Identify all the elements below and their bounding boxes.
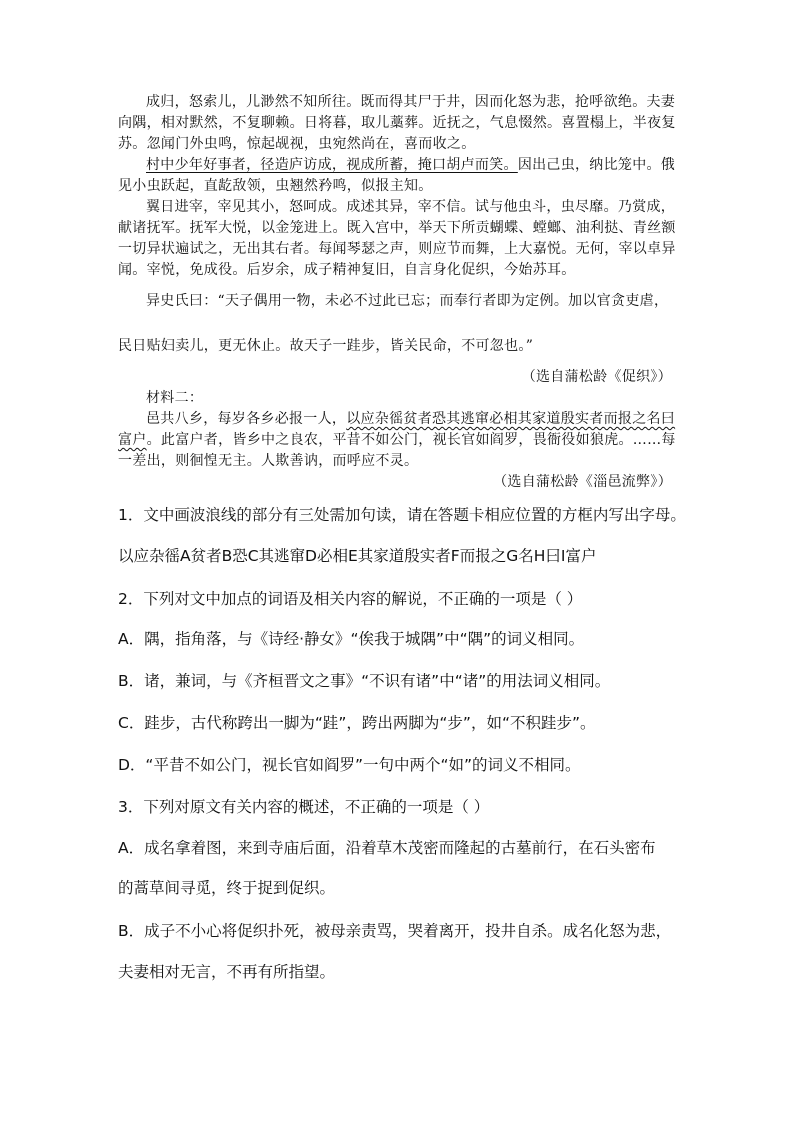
source-citation-1-wrap [118, 367, 680, 388]
passage-material-one [118, 92, 680, 281]
material-two-lead: 邑共八乡，每岁各乡必报一人， [146, 411, 347, 427]
question-2-option-a: A．隅，指角落，与《诗经·静女》“俟我于城隅”中“隅”的词义相同。 [118, 630, 585, 648]
question-3-option-a-line-2: 的蒿草间寻觅，终于捉到促织。 [118, 879, 336, 897]
passage-paragraph-2-rest: 因出己虫，纳比笼中。俄见小虫跃起，直龁敌领，虫翘然矜鸣，似报主知。 [118, 157, 676, 194]
question-2: 2．下列对文中加点的词语及相关内容的解说，不正确的一项是（ ） [118, 590, 583, 608]
wavy-underlined-text: 以应杂徭贫者恐其逃窜必相其家道殷实者而报之名曰富户 [118, 411, 676, 448]
passage-material-two [118, 388, 680, 493]
passage-paragraph-3: 翼日进宰，宰见其小，怒呵成。成述其异，宰不信。试与他虫斗，虫尽靡。乃赏成，献诸抚军。抚军大悦，以金笼进上。既入宫中，举天下所贡蝴蝶、螳螂、油利挞、青丝额一切异状遍试之，无出其右者。每闻琴瑟之声，则应节而舞，上大嘉悦。无何，宰以卓异闻。宰悦，免成役。后岁余，成子精神复旧，自言身化促织，今始苏耳。 [118, 199, 676, 278]
question-2-option-d: D．“平昔不如公门，视长官如阎罗”一句中两个“如”的词义不相同。 [118, 756, 581, 774]
question-2-option-b: B．诸，兼词，与《齐桓晋文之事》“不识有诸”中“诸”的用法词义相同。 [118, 672, 611, 690]
commentary-line-1: 异史氏曰：“天子偶用一物，未必不过此已忘；而奉行者即为定例。加以官贪吏虐， [146, 293, 669, 309]
question-3-option-b-line-2: 夫妻相对无言，不再有所指望。 [118, 963, 336, 981]
question-1: 1．文中画波浪线的部分有三处需加句读，请在答题卡相应位置的方框内写出字母。 [118, 506, 686, 524]
question-3-option-a-line-1: A．成名拿着图，来到寺庙后面，沿着草木茂密而隆起的古墓前行，在石头密布 [118, 839, 656, 857]
underlined-sentence: 村中少年好事者，径造庐访成，视成所蓄，掩口胡卢而笑。 [146, 157, 518, 173]
material-two-rest: 。此富户者，皆乡中之良农，平昔不如公门，视长官如阎罗，畏衙役如狼虎。……每一差出，则徊惶无主。人欺善讷，而呼应不灵。 [118, 432, 676, 469]
source-citation-1: （选自蒲松龄《促织》） [521, 369, 672, 385]
material-two-paragraph [118, 409, 680, 472]
question-1-letters: 以应杂徭A贫者B恐C其逃窜D必相E其家道殷实者F而报之G名H曰I富户 [118, 547, 597, 565]
question-2-option-c: C．跬步，古代称跨出一脚为“跬”，跨出两脚为“步”，如“不积跬步”。 [118, 714, 596, 732]
source-citation-2: （选自蒲松龄《淄邑流弊》） [493, 474, 672, 490]
material-two-label: 材料二： [146, 390, 204, 406]
question-3: 3．下列对原文有关内容的概述，不正确的一项是（ ） [118, 798, 490, 816]
passage-paragraph-2 [118, 155, 680, 197]
passage-commentary [118, 291, 680, 312]
passage-paragraph-1: 成归，怒索儿，儿渺然不知所往。既而得其尸于井，因而化怒为悲，抢呼欲绝。夫妻向隅，相对默然，不复聊赖。日将暮，取儿藁葬。近抚之，气息惙然。喜置榻上，半夜复苏。忽闻门外虫鸣，惊起觇视，虫宛然尚在，喜而收之。 [118, 94, 676, 152]
passage-commentary-continued [118, 336, 680, 357]
commentary-line-2: 民日贴妇卖儿，更无休止。故天子一跬步，皆关民命，不可忽也。” [118, 338, 534, 354]
question-3-option-b-line-1: B．成子不小心将促织扑死，被母亲责骂，哭着离开，投井自杀。成名化怒为悲， [118, 922, 672, 940]
